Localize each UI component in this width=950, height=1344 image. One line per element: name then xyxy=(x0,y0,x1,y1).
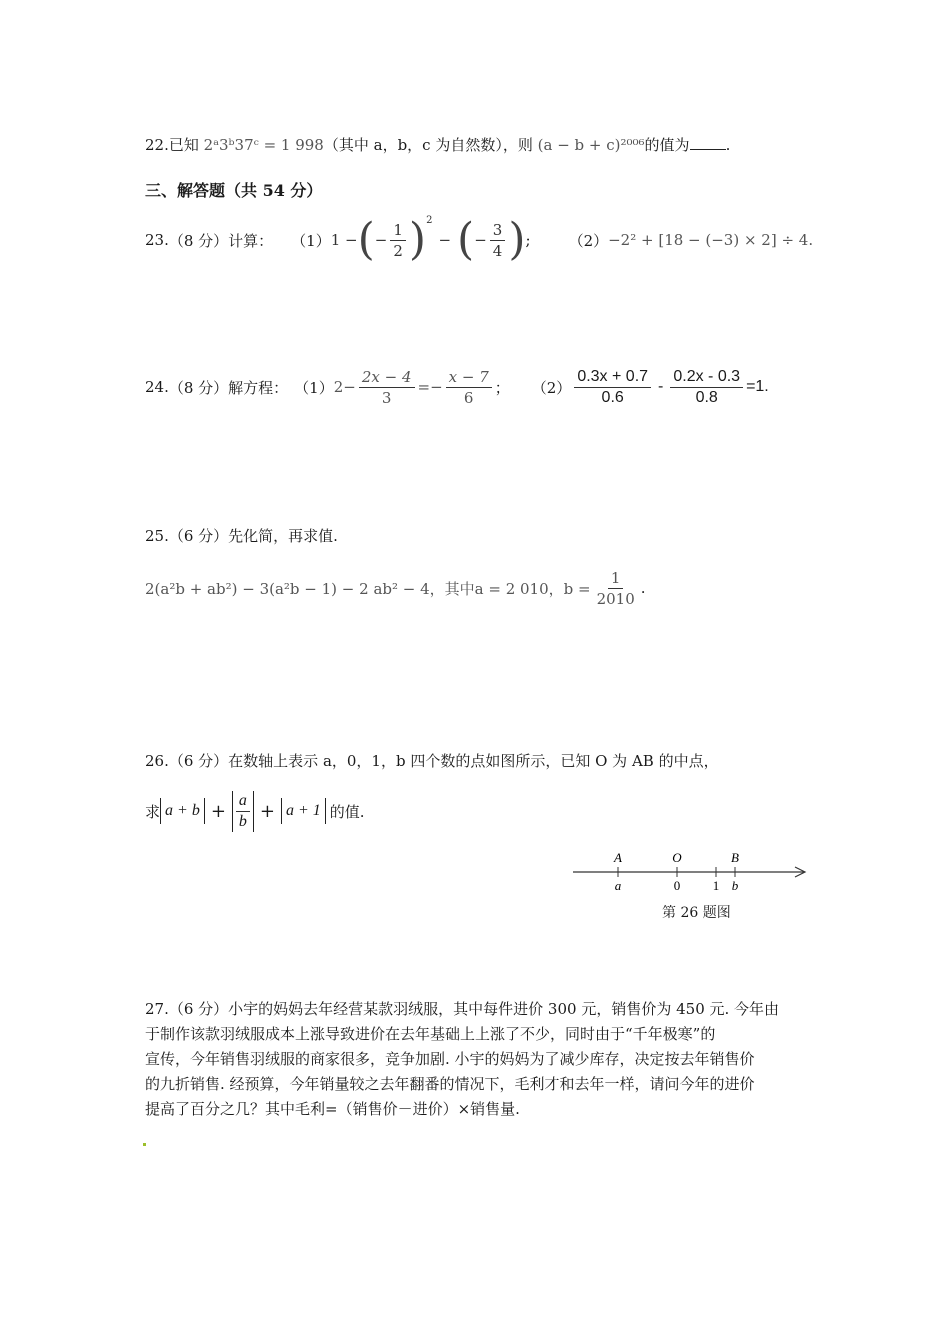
question-26-heading xyxy=(145,750,719,771)
value-a: a xyxy=(614,878,622,893)
q25-end: . xyxy=(640,579,646,597)
q24-part1-end: ； xyxy=(494,378,510,397)
q24-fraction-4 xyxy=(670,367,743,408)
label-O: O xyxy=(672,850,682,865)
q26-line2-prefix: 求 xyxy=(145,802,161,821)
q26-plus-2: + xyxy=(259,800,275,822)
left-paren: ( xyxy=(457,214,475,265)
q23-label: （8 分）计算： xyxy=(168,231,274,250)
abs-a-over-b xyxy=(232,791,254,832)
left-paren: ( xyxy=(357,214,375,265)
right-paren: ) xyxy=(508,214,526,265)
question-25-heading xyxy=(145,525,338,546)
q23-quarter-fraction xyxy=(490,220,506,261)
frac-num: 0.3x + 0.7 xyxy=(574,367,651,388)
q24-part2-end: =1. xyxy=(746,378,769,395)
label-A: A xyxy=(614,850,622,865)
q24-part1-label: （1） xyxy=(294,378,334,397)
frac-num: a xyxy=(236,791,250,812)
q23-number: 23. xyxy=(145,231,169,249)
q25-label: （6 分）先化简，再求值. xyxy=(168,527,338,545)
abs-a-plus-b: a + b xyxy=(160,798,205,824)
q22-note: （其中 a，b，c 为自然数），则 xyxy=(323,136,533,154)
q27-line: 的九折销售. 经预算，今年销量较之去年翻番的情况下，毛利才和去年一样，请问今年的进价 xyxy=(145,1075,755,1093)
value-1: 1 xyxy=(712,878,720,893)
value-0: 0 xyxy=(673,878,681,893)
q23-part2-expr: −2² + [18 − (−3) × 2] ÷ 4. xyxy=(608,231,814,249)
question-27 xyxy=(145,997,815,1122)
q23-half-fraction xyxy=(390,220,406,261)
frac-den: 6 xyxy=(463,388,474,407)
frac-num: 1 xyxy=(390,220,406,241)
q27-line: 27.（6 分）小宇的妈妈去年经营某款羽绒服，其中每件进价 300 元，销售价为 450 元. 今年由 xyxy=(145,1000,780,1018)
label-B: B xyxy=(731,850,739,865)
q25-expr: 2(a²b + ab²) − 3(a²b − 1) − 2 ab² − 4，其中a = 2 010，b = xyxy=(145,579,591,598)
q24-fraction-3 xyxy=(574,367,651,408)
q23-part2-label: （2） xyxy=(568,231,609,250)
q24-number: 24. xyxy=(145,378,169,396)
q23-minus: − xyxy=(438,231,452,249)
q25-fraction xyxy=(594,568,638,609)
frac-den: 2010 xyxy=(596,589,635,608)
q23-exponent: 2 xyxy=(426,215,433,226)
frac-num: 0.2x - 0.3 xyxy=(670,367,743,388)
q23-part1-one: 1 − xyxy=(330,231,358,249)
section-3-title: 三、解答题（共 54 分） xyxy=(145,181,323,200)
frac-num: x − 7 xyxy=(446,367,492,388)
q24-part2-label: （2） xyxy=(531,378,572,397)
q26-suffix: 的值. xyxy=(329,802,365,821)
q22-number: 22. xyxy=(145,136,169,154)
q24-eq: =− xyxy=(417,378,443,396)
frac-den: 2 xyxy=(393,241,403,260)
frac-num: 1 xyxy=(608,568,624,589)
q24-label: （8 分）解方程： xyxy=(168,378,289,397)
answer-blank[interactable] xyxy=(690,137,726,150)
frac-num: 2x − 4 xyxy=(359,367,415,388)
question-23: 23. （8 分）计算： （1） 1 − ( − $\frac{1}{2}$ ) 2 − ( − $\frac{3}{4}$ ) ; （2） −2² + [18 − (−3) × 2] ÷ 4. xyxy=(145,214,814,265)
question-24 xyxy=(145,363,769,411)
question-25-expression xyxy=(145,564,646,612)
q26-number: 26. xyxy=(145,752,169,770)
q24-fraction-1 xyxy=(359,367,415,408)
q23-part1-label: （1） xyxy=(291,231,331,250)
frac-den: 0.6 xyxy=(601,388,624,406)
q27-line: 于制作该款羽绒服成本上涨导致进价在去年基础上上涨了不少，同时由于“千年极寒”的 xyxy=(145,1025,716,1043)
q27-line: 宣传，今年销售羽绒服的商家很多，竞争加剧. 小宇的妈妈为了减少库存，决定按去年销售价 xyxy=(145,1050,755,1068)
frac-den: 3 xyxy=(381,388,392,407)
question-26-expression xyxy=(145,786,365,836)
frac-num: 3 xyxy=(490,220,506,241)
q24-part1-two: 2− xyxy=(333,378,356,396)
q23-part1-end: ; xyxy=(525,231,531,249)
q27-line: 提高了百分之几？其中毛利=（销售价－进价）×销售量. xyxy=(145,1100,520,1118)
frac-den: 4 xyxy=(492,241,503,260)
q24-fraction-2 xyxy=(446,367,492,408)
frac-den: 0.8 xyxy=(695,388,718,406)
value-b: b xyxy=(731,878,739,893)
q26-label: （6 分）在数轴上表示 a，0，1，b 四个数的点如图所示，已知 O 为 AB 的中点， xyxy=(168,752,719,770)
right-paren: ) xyxy=(408,214,427,265)
question-22 xyxy=(145,134,730,155)
abs-a-plus-1: a + 1 xyxy=(281,798,326,824)
margin-marker xyxy=(143,1143,146,1146)
figure-caption: 第 26 题图 xyxy=(662,905,731,921)
q22-suffix: 的值为 xyxy=(644,136,690,154)
q22-expr-left: 2ᵃ3ᵇ37ᶜ = 1 998 xyxy=(203,136,324,154)
q24-part2-minus: - xyxy=(658,378,664,395)
q22-end: . xyxy=(725,136,731,154)
q26-plus-1: + xyxy=(210,800,226,822)
q22-prefix: 已知 xyxy=(168,136,199,154)
frac-den: b xyxy=(238,812,247,830)
q25-number: 25. xyxy=(145,527,169,545)
q22-expr-right: (a − b + c)²⁰⁰⁶ xyxy=(537,136,645,154)
number-line-figure xyxy=(568,846,813,896)
